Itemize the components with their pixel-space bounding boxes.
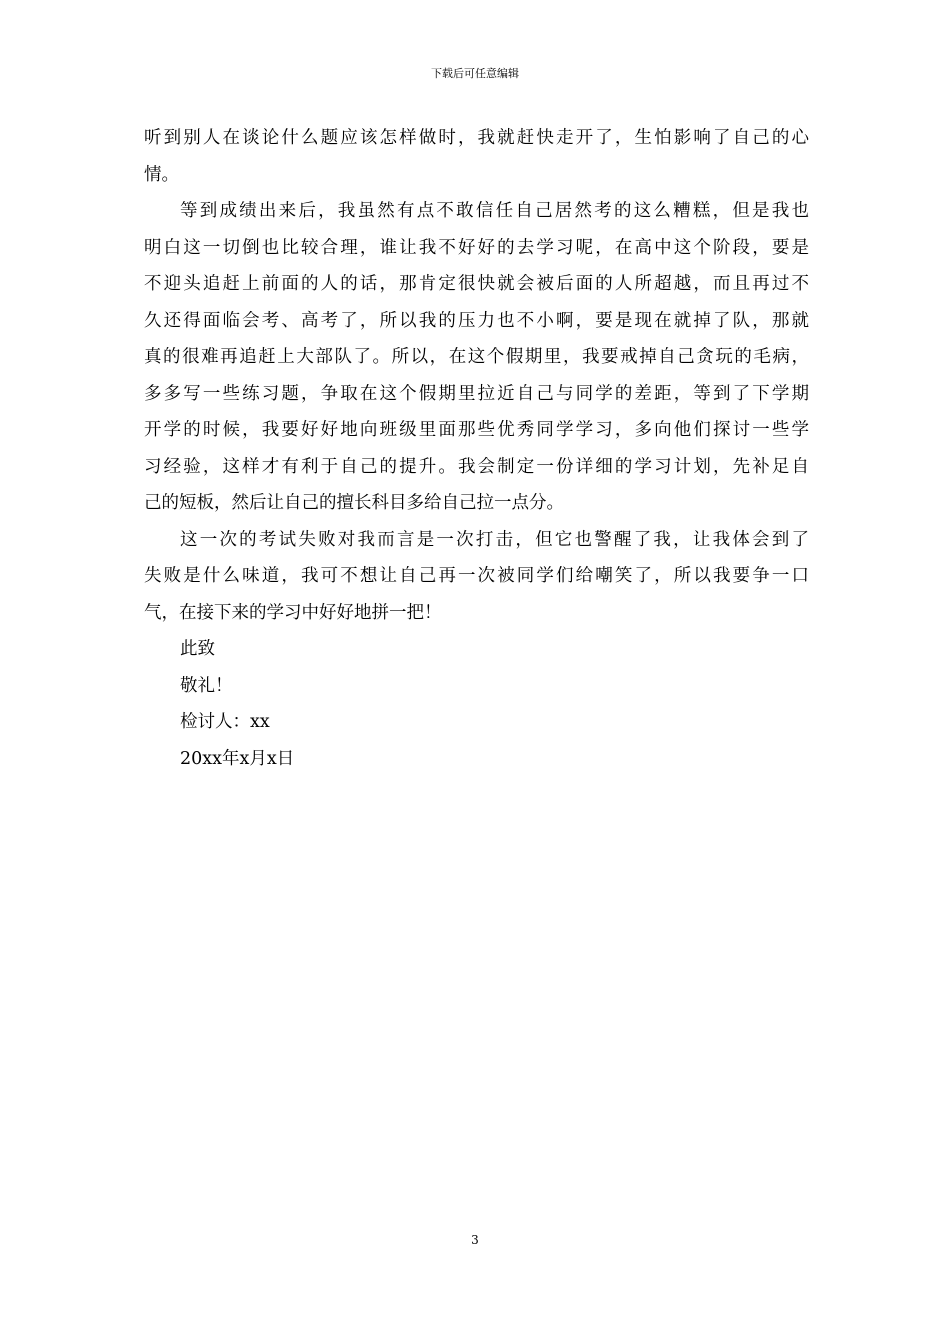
text-line: 真的很难再追赶上大部队了。所以，在这个假期里，我要戒掉自己贪玩的毛病，	[144, 347, 809, 367]
text-line: 听到别人在谈论什么题应该怎样做时，我就赶快走开了，生怕影响了自己的心	[144, 128, 809, 148]
signer-line: 检讨人：xx	[180, 712, 270, 732]
text-line: 己的短板，然后让自己的擅长科目多给自己拉一点分。	[144, 493, 564, 513]
closing-regards: 敬礼！	[180, 675, 233, 696]
paragraph-1	[144, 120, 809, 193]
text-line: 情。	[144, 164, 179, 185]
closing-salutation: 此致	[180, 639, 215, 659]
paragraph-2	[144, 193, 809, 522]
page-header: 下载后可任意编辑	[431, 67, 519, 80]
document-body	[144, 120, 809, 777]
text-line: 等到成绩出来后，我虽然有点不敢信任自己居然考的这么糟糕，但是我也	[180, 201, 809, 221]
page-number: 3	[471, 1233, 479, 1247]
text-line: 习经验，这样才有利于自己的提升。我会制定一份详细的学习计划，先补足自	[144, 456, 809, 477]
paragraph-3	[144, 522, 809, 632]
text-line: 这一次的考试失败对我而言是一次打击，但它也警醒了我，让我体会到了	[180, 529, 809, 550]
text-line: 明白这一切倒也比较合理，谁让我不好好的去学习呢，在高中这个阶段，要是	[144, 237, 809, 258]
text-line: 气，在接下来的学习中好好地拼一把！	[144, 602, 442, 623]
text-line: 不迎头追赶上前面的人的话，那肯定很快就会被后面的人所超越，而且再过不	[144, 274, 809, 294]
text-line: 久还得面临会考、高考了，所以我的压力也不小啊，要是现在就掉了队，那就	[144, 310, 809, 331]
date-line: 20xx年x月x日	[180, 748, 295, 769]
text-line: 多多写一些练习题，争取在这个假期里拉近自己与同学的差距，等到了下学期	[144, 383, 809, 404]
text-line: 开学的时候，我要好好地向班级里面那些优秀同学学习，多向他们探讨一些学	[144, 420, 809, 440]
text-line: 失败是什么味道，我可不想让自己再一次被同学们给嘲笑了，所以我要争一口	[144, 566, 809, 586]
